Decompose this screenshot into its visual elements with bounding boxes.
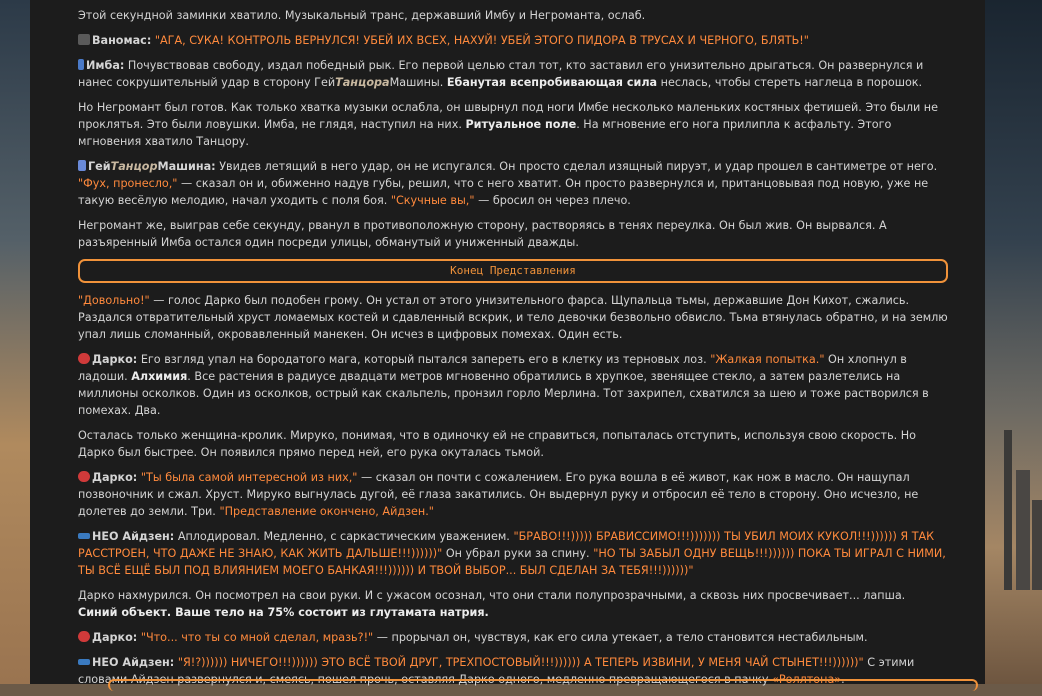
story-panel (30, 0, 985, 684)
story-content (78, 7, 948, 696)
devil-icon (78, 631, 90, 642)
quote: «Роллтона» (772, 673, 842, 686)
paragraph: Негромант же, выиграв себе секунду, рванул в противоположную сторону, растворяясь в тенях переулка. Он был жив. Он вырвался. А разъяренный Имба остался один посреди улицы, обманутый и униженный дважды. (78, 219, 887, 249)
section-banner: Конец Представления (78, 259, 948, 283)
quote: "БРАВО!!!))))) БРАВИССИМО!!!))))))) ТЫ УБИЛ МОИХ КУКОЛ!!!)))))) Я ТАК РАССТРОЕН, ЧТО ДАЖЕ НЕ ЗНАЮ, КАК ЖИТЬ ДАЛЬШЕ!!!))))))" (78, 530, 935, 560)
paragraph-aizen: НЕО Айдзен: Аплодировал. Медленно, с саркастическим уважением. "БРАВО!!!))))) БРАВИССИМО!!!))))))) ТЫ УБИЛ МОИХ КУКОЛ!!!)))))) Я ТАК РАССТРОЕН, ЧТО ДАЖЕ НЕ ЗНАЮ, КАК ЖИТЬ ДАЛЬШЕ!!!))))))" Он убрал руки за спину. "НО ТЫ ЗАБЫЛ ОДНУ ВЕЩЬ!!!)))))) ПОКА ТЫ ИГРАЛ С НИМИ, ТЫ ВСЁ ЕЩЁ БЫЛ ПОД ВЛИЯНИЕМ МОЕГО БАНКАЯ!!!)))))) И ТВОЙ ВЫБОР... БЫЛ СДЕЛАН ЗА ТЕБЯ!!!))))))" (78, 530, 946, 577)
paragraph: Но Негромант был готов. Как только хватка музыки ослабла, он швырнул под ноги Имбе несколько маленьких костяных фетишей. Это были не проклятья. Это были ловушки. Имба, не глядя, наступил на них. Ритуальное поле. На мгновение его нога прилипла к асфальту. Этого мгновения хватило Танцору. (78, 101, 939, 148)
quote: "Скучные вы," (390, 194, 475, 207)
paragraph-dancer: ГейТанцорМашина: Увидев летящий в него удар, он не испугался. Он просто сделал изящный пируэт, и удар прошел в сантиметре от него. "Фух, пронесло," — сказал он и, обиженно надув губы, решил, что с него хватит. Он просто развернулся и, пританцовывая под новую, уже не такую весёлую мелодию, начал уходить с поля боя. "Скучные вы," — бросил он через плечо. (78, 160, 938, 207)
sunglasses-icon (78, 533, 90, 539)
paragraph-vanomas (78, 32, 948, 49)
background-tower (1016, 470, 1030, 590)
quote: "Я!?)))))) НИЧЕГО!!!)))))) ЭТО ВСЁ ТВОЙ ДРУГ, ТРЕХПОСТОВЫЙ!!!)))))) А ТЕПЕРЬ ИЗВИНИ, У МЕНЯ ЧАЙ СТЫНЕТ!!!))))))" (177, 656, 864, 669)
quote: "Довольно!" (78, 294, 150, 307)
speaker-name: НЕО Айдзен: (92, 656, 175, 669)
quote: "Фух, пронесло," (78, 177, 178, 190)
speaker-name: Ваномас: (92, 34, 152, 47)
speaker-name: НЕО Айдзен: (92, 530, 175, 543)
paragraph: "Довольно!" — голос Дарко был подобен грому. Он устал от этого унизительного фарса. Щупальца тьмы, державшие Дон Кихот, сжались. Раздался отвратительный хруст ломаемых костей и сдавленный вскрик, и тело девочки безвольно обвисло. Тьма втянулась обратно, и на землю упал лишь сломанный, окровавленный манекен. Он исчез в цифровых помехах. Один есть. (78, 294, 948, 341)
paragraph-darko: Дарко: Его взгляд упал на бородатого мага, который пытался запереть его в клетку из терновых лоз. "Жалкая попытка." Он хлопнул в ладоши. Алхимия. Все растения в радиусе двадцати метров мгновенно обратились в хрупкое, звенящее стекло, а затем разлетелись на миллионы осколков. Один из осколков, острый как скальпель, пронзил горло Мерлина. Тот захрипел, схватился за шею и тоже растворился в помехах. Два. (78, 353, 929, 417)
bold-term: Ебанутая всепробивающая сила (446, 76, 658, 89)
devil-icon (78, 471, 90, 482)
gamepad-icon (78, 34, 90, 45)
devil-icon (78, 353, 90, 364)
paragraph: Этой секундной заминки хватило. Музыкальный транс, державший Имбу и Негроманта, ослаб. (78, 9, 646, 22)
dancer-icon (78, 160, 86, 171)
background-left-sky (0, 0, 30, 684)
paragraph-imba: Имба: Почувствовав свободу, издал победный рык. Его первой целью стал тот, кто заставил его унизительно дрыгаться. Он развернулся и нанес сокрушительный удар в сторону ГейТанцораМашины. Ебанутая всепробивающая сила неслась, чтобы стереть наглеца в порошок. (78, 59, 924, 89)
bold-term: Синий объект. Ваше тело на 75% состоит из глутамата натрия. (78, 606, 489, 619)
section-banner-next (108, 679, 978, 691)
runner-icon (78, 59, 84, 70)
quote: "Ты была самой интересной из них," (140, 471, 358, 484)
paragraph-darko: Дарко: "Что... что ты со мной сделал, мразь?!" — прорычал он, чувствуя, как его сила утекает, а тело становится нестабильным. (78, 629, 948, 646)
paragraph-darko: Дарко: "Ты была самой интересной из них," — сказал он почти с сожалением. Его рука вошла в её живот, как нож в масло. Он нащупал позвоночник и сжал. Хруст. Мируко выгнулась дугой, её глаза закатились. Он выдернул руку и отбросил её тело в сторону. Оно исчезло, не долетев до земли. Три. "Представление окончено, Айдзен." (78, 471, 919, 518)
quote: "Жалкая попытка." (710, 353, 825, 366)
background-tower (1004, 430, 1012, 590)
quote: "АГА, СУКА! КОНТРОЛЬ ВЕРНУЛСЯ! УБЕЙ ИХ ВСЕХ, НАХУЙ! УБЕЙ ЭТОГО ПИДОРА В ТРУСАХ И ЧЕРНОГО, БЛЯТЬ!" (154, 34, 809, 47)
paragraph-aizen: НЕО Айдзен: "Я!?)))))) НИЧЕГО!!!)))))) ЭТО ВСЁ ТВОЙ ДРУГ, ТРЕХПОСТОВЫЙ!!!)))))) А ТЕПЕРЬ ИЗВИНИ, У МЕНЯ ЧАЙ СТЫНЕТ!!!))))))" С этими словами Айдзен развернулся и, смеясь, пошел прочь, оставляя Дарко одного, медленно превращающегося в пачку «Роллтона». (78, 656, 915, 686)
paragraph: Осталась только женщина-кролик. Мируко, понимая, что в одиночку ей не справиться, попыталась отступить, используя свою скорость. Но Дарко был быстрее. Он появился прямо перед ней, его рука окуталась тьмой. (78, 429, 917, 459)
bold-term: Алхимия (131, 370, 188, 383)
sunglasses-icon (78, 659, 90, 665)
speaker-name: Дарко: (92, 471, 138, 484)
quote: "НО ТЫ ЗАБЫЛ ОДНУ ВЕЩЬ!!!)))))) ПОКА ТЫ ИГРАЛ С НИМИ, ТЫ ВСЁ ЕЩЁ БЫЛ ПОД ВЛИЯНИЕМ МОЕГО БАНКАЯ!!!)))))) И ТВОЙ ВЫБОР... БЫЛ СДЕЛАН ЗА ТЕБЯ!!!))))))" (78, 547, 946, 577)
speaker-name: Дарко: (92, 631, 138, 644)
speaker-name: ГейТанцорМашина: (88, 160, 216, 173)
speaker-name: Имба: (86, 59, 125, 72)
bold-term: Ритуальное поле (465, 118, 577, 131)
background-tower (1032, 500, 1042, 590)
quote: "Представление окончено, Айдзен." (219, 505, 434, 518)
speaker-name: Дарко: (92, 353, 138, 366)
quote: "Что... что ты со мной сделал, мразь?!" (140, 631, 374, 644)
paragraph: Дарко нахмурился. Он посмотрел на свои руки. И с ужасом осознал, что они стали полупрозрачными, а сквозь них просвечивает... лапша. Синий объект. Ваше тело на 75% состоит из глутамата натрия. (78, 589, 906, 619)
